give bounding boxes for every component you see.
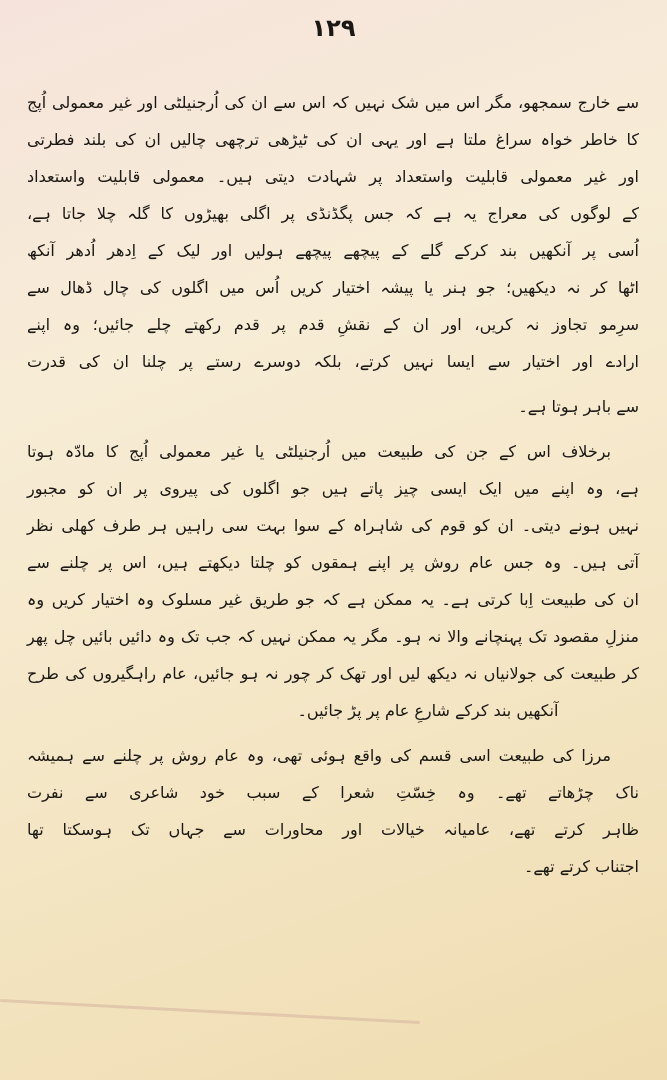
text-line: اُسی پر آنکھیں بند کرکے گلے کے پیچھے پیچھے ہولیں اور لیک کے اِدھر اُدھر آنکھ <box>27 241 639 260</box>
text-line: ناک چڑھاتے تھے۔ وہ خِسّتِ شعرا کے سبب خود شاعری سے نفرت <box>27 783 639 802</box>
text-line: آتی ہیں۔ وہ جس عام روش پر اپنے ہمقوں کو چلتا دیکھتے ہیں، اس پر چلنے سے <box>27 553 639 572</box>
text-line: مرزا کی طبیعت اسی قسم کی واقع ہوئی تھی، وہ عام روش پر چلنے سے ہمیشہ <box>27 746 611 765</box>
text-line: ان کی طبیعت اِبا کرتی ہے۔ یہ ممکن ہے کہ جو طریق غیر مسلوک وہ اختیار کریں وہ <box>27 590 639 609</box>
text-line: سے خارج سمجھو، مگر اس میں شک نہیں کہ اس سے ان کی اُرجنیلٹی اور غیر معمولی اُپج <box>27 93 639 112</box>
text-line: کر طبیعت کی جولانیاں نہ دیکھ لیں اور تھک کر چور نہ ہو جائیں، عام راہگیروں کی طرح <box>27 664 639 683</box>
page-number: ۱۲۹ <box>311 14 356 42</box>
text-line: اٹھا کر نہ دیکھیں؛ جو ہنر یا پیشہ اختیار کریں اُس میں اگلوں کی چال ڈھال سے <box>27 278 639 297</box>
text-line: کا خاطر خواہ سراغ ملتا ہے اور یہی ان کی ٹیڑھی ترچھی چالیں ان کی بلند فطرتی <box>27 130 639 149</box>
text-line: نہیں ہونے دیتی۔ ان کو قوم کی شاہراہ کے سوا بہت سی راہیں ہر طرف کھلی نظر <box>27 516 639 535</box>
text-line: اور غیر معمولی قابلیت واستعداد پر شہادت دیتی ہیں۔ معمولی قابلیت واستعداد <box>27 167 639 186</box>
text-line: اجتناب کرتے تھے۔ <box>524 857 639 876</box>
text-line: منزلِ مقصود تک پہنچانے والا نہ ہو۔ مگر یہ ممکن نہیں کہ جب تک وہ دائیں بائیں چل پھر <box>27 627 639 646</box>
text-line: ارادے اور اختیار سے ایسا نہیں کرتے، بلکہ دوسرے رستے پر چلنا ان کی قدرت <box>27 352 639 371</box>
text-line: آنکھیں بند کرکے شارعِ عام پر پڑ جائیں۔ <box>297 701 559 720</box>
paper-stain <box>0 999 420 1024</box>
text-line: سے باہر ہوتا ہے۔ <box>518 397 639 416</box>
text-line: کے لوگوں کی معراج یہ ہے کہ جس پگڈنڈی پر اگلی بھیڑوں کا گلہ چلا جاتا ہے، <box>27 204 639 223</box>
text-line: برخلاف اس کے جن کی طبیعت میں اُرجنیلٹی یا غیر معمولی اُپج کا مادّہ ہوتا <box>27 442 611 461</box>
text-line: سرِمو تجاوز نہ کریں، اور ان کے نقشِ قدم پر قدم رکھتے چلے جائیں؛ وہ اپنے <box>27 315 639 334</box>
text-line: ظاہر کرتے تھے، عامیانہ خیالات اور محاورات سے جہاں تک ہوسکتا تھا <box>27 820 639 839</box>
text-line: ہے، وہ اپنے میں ایک ایسی چیز پاتے ہیں جو اگلوں کی پیروی پر ان کو مجبور <box>27 479 639 498</box>
body-text <box>27 84 639 885</box>
